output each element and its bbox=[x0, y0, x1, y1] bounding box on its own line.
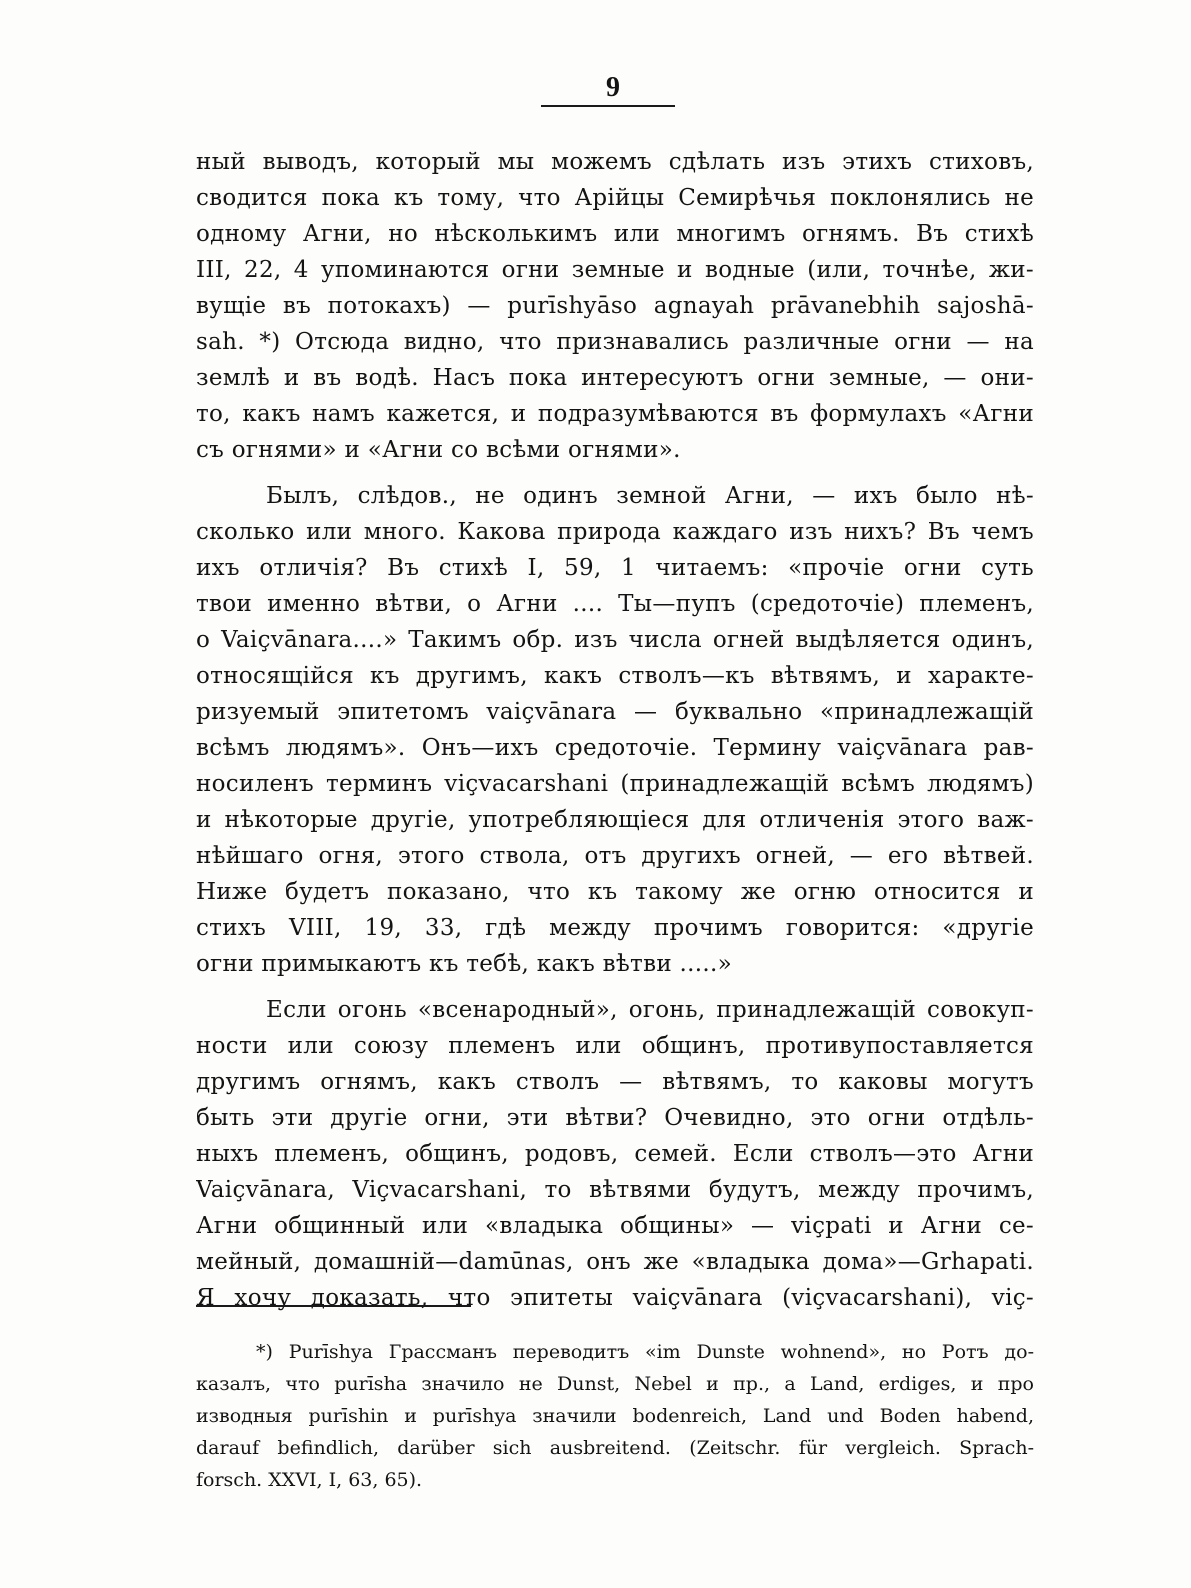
body-line: огни примыкаютъ къ тебѣ, какъ вѣтви .....» bbox=[196, 951, 732, 977]
page-number-rule bbox=[541, 105, 675, 107]
body-line: сводится пока къ тому, что Арійцы Семирѣчья поклонялись не bbox=[196, 185, 1034, 211]
body-line: Былъ, слѣдов., не одинъ земной Агни, — ихъ было нѣ- bbox=[266, 483, 1034, 509]
body-line: стихъ VIII, 19, 33, гдѣ между прочимъ говорится: «другіе bbox=[196, 915, 1034, 941]
footnote bbox=[196, 1336, 1034, 1496]
body-text bbox=[196, 144, 1034, 1316]
body-line: вущіе въ потокахъ) — purīshyāso agnayah prāvanebhih sajoshā- bbox=[196, 293, 1034, 319]
paragraph-gap bbox=[196, 982, 1034, 992]
body-line: другимъ огнямъ, какъ стволъ — вѣтвямъ, то каковы могутъ bbox=[196, 1069, 1034, 1095]
body-line: и нѣкоторые другіе, употребляющіеся для отличенія этого важ- bbox=[196, 807, 1034, 833]
footnote-line: *) Purīshya Грассманъ переводитъ «im Dunste wohnend», но Ротъ до- bbox=[256, 1341, 1034, 1363]
body-line: Если огонь «всенародный», огонь, принадлежащій совокуп- bbox=[266, 997, 1034, 1023]
footnote-line: forsch. XXVI, I, 63, 65). bbox=[196, 1469, 423, 1491]
body-line: ныхъ племенъ, общинъ, родовъ, семей. Если стволъ—это Агни bbox=[196, 1141, 1034, 1167]
page-number: 9 bbox=[606, 72, 620, 103]
body-line: носиленъ терминъ viçvacarshani (принадлежащій всѣмъ людямъ) bbox=[196, 771, 1034, 797]
body-line: Я хочу доказать, что эпитеты vaiçvānara (viçvacarshani), viç- bbox=[196, 1285, 1034, 1311]
body-line: землѣ и въ водѣ. Насъ пока интересуютъ огни земные, — они- bbox=[196, 365, 1034, 391]
body-line: относящійся къ другимъ, какъ стволъ—къ вѣтвямъ, и характе- bbox=[196, 663, 1034, 689]
body-line: съ огнями» и «Агни со всѣми огнями». bbox=[196, 437, 681, 463]
body-line: ихъ отличія? Въ стихѣ I, 59, 1 читаемъ: «прочіе огни суть bbox=[196, 555, 1034, 581]
footnote-rule bbox=[196, 1305, 471, 1307]
body-line: всѣмъ людямъ». Онъ—ихъ средоточіе. Термину vaiçvānara рав- bbox=[196, 735, 1034, 761]
footnote-line: казалъ, что purīsha значило не Dunst, Nebel и пр., а Land, erdiges, и про bbox=[196, 1373, 1034, 1395]
body-line: III, 22, 4 упоминаются огни земные и водные (или, точнѣе, жи- bbox=[196, 257, 1034, 283]
footnote-line: изводныя purīshin и purīshya значили bodenreich, Land und Boden habend, bbox=[196, 1405, 1034, 1427]
body-line: твои именно вѣтви, о Агни .... Ты—пупъ (средоточіе) племенъ, bbox=[196, 591, 1034, 617]
body-line: быть эти другіе огни, эти вѣтви? Очевидно, это огни отдѣль- bbox=[196, 1105, 1034, 1131]
footnote-line: darauf befindlich, darüber sich ausbreitend. (Zeitschr. für vergleich. Sprach- bbox=[196, 1437, 1034, 1459]
body-line: ризуемый эпитетомъ vaiçvānara — буквально «принадлежащій bbox=[196, 699, 1034, 725]
body-line: ный выводъ, который мы можемъ сдѣлать изъ этихъ стиховъ, bbox=[196, 149, 1034, 175]
body-line: Агни общинный или «владыка общины» — viçpati и Агни се- bbox=[196, 1213, 1034, 1239]
body-line: мейный, домашній—damūnas, онъ же «владыка дома»—Grhapati. bbox=[196, 1249, 1034, 1275]
body-line: Ниже будетъ показано, что къ такому же огню относится и bbox=[196, 879, 1034, 905]
paragraph-gap bbox=[196, 468, 1034, 478]
body-line: sah. *) Отсюда видно, что признавались различные огни — на bbox=[196, 329, 1034, 355]
body-line: одному Агни, но нѣсколькимъ или многимъ огнямъ. Въ стихѣ bbox=[196, 221, 1034, 247]
body-line: ности или союзу племенъ или общинъ, противупоставляется bbox=[196, 1033, 1034, 1059]
body-line: Vaiçvānara, Viçvacarshani, то вѣтвями будутъ, между прочимъ, bbox=[196, 1177, 1034, 1203]
body-line: сколько или много. Какова природа каждаго изъ нихъ? Въ чемъ bbox=[196, 519, 1034, 545]
body-line: то, какъ намъ кажется, и подразумѣваются въ формулахъ «Агни bbox=[196, 401, 1034, 427]
body-line: о Vaiçvānara....» Такимъ обр. изъ числа огней выдѣляется одинъ, bbox=[196, 627, 1034, 653]
body-line: нѣйшаго огня, этого ствола, отъ другихъ огней, — его вѣтвей. bbox=[196, 843, 1034, 869]
